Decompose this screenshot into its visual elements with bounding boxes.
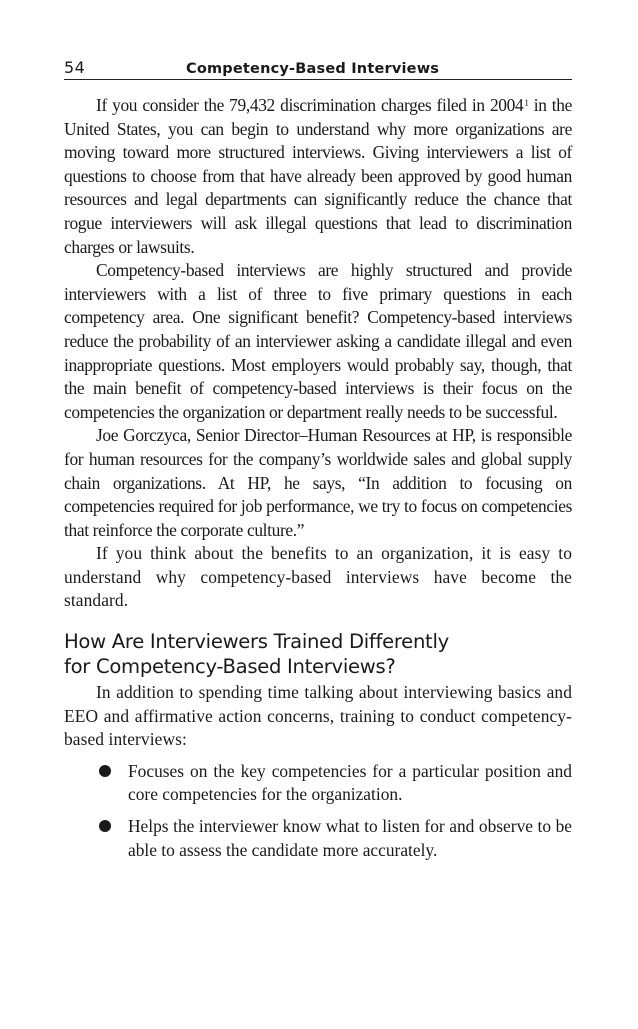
bullet-text: Focuses on the key competencies for a particular position and core competencies for the organization. [128, 760, 572, 805]
paragraph-4: If you think about the benefits to an organization, it is easy to understand why competency-based interviews have become the standard. [64, 543, 572, 611]
book-page [64, 58, 572, 870]
paragraph-2: Competency-based interviews are highly structured and provide interviewers with a list of three to five primary questions in each competency area. One significant benefit? Competency-based interviews reduce the probability of an interviewer asking a candidate illegal and even inappropriate questions. Most employers would probably say, though, that the main benefit of competency-based interviews is their focus on the competencies the organization or department really needs to be successful. [64, 260, 572, 422]
paragraph-1-text-a: If you consider the 79,432 discrimination charges filed in 2004 [96, 95, 524, 115]
bullet-list [64, 760, 572, 862]
running-title: Competency-Based Interviews [186, 61, 440, 77]
paragraph-1 [64, 94, 572, 259]
list-item [64, 760, 572, 807]
page-number: 54 [64, 58, 86, 77]
body-text [64, 94, 572, 862]
bullet-icon [99, 765, 111, 777]
section-heading-line-2: for Competency-Based Interviews? [64, 655, 396, 679]
footnote-marker: 1 [524, 98, 529, 108]
running-head [64, 58, 572, 80]
bullet-icon [99, 820, 111, 832]
bullet-text: Helps the interviewer know what to listen for and observe to be able to assess the candidate more accurately. [128, 816, 572, 860]
section-heading-line-1: How Are Interviewers Trained Differently [64, 630, 449, 654]
list-item [64, 815, 572, 862]
paragraph-1-text-b: in the United States, you can begin to understand why more organizations are moving toward more structured interviews. Giving interviewers a list of questions to choose from that have already been approved by good human resources and legal departments can significantly reduce the chance that rogue interviewers will ask illegal questions that lead to discrimination charges or lawsuits. [64, 95, 572, 257]
paragraph-3: Joe Gorczyca, Senior Director–Human Resources at HP, is responsible for human resources for the company’s worldwide sales and global supply chain organizations. At HP, he says, “In addition to focusing on competencies required for job performance, we try to focus on competencies that reinforce the corporate culture.” [64, 425, 572, 540]
section-intro: In addition to spending time talking about interviewing basics and EEO and affirmative action concerns, training to conduct competency-based interviews: [64, 682, 572, 750]
section-heading [64, 629, 572, 679]
